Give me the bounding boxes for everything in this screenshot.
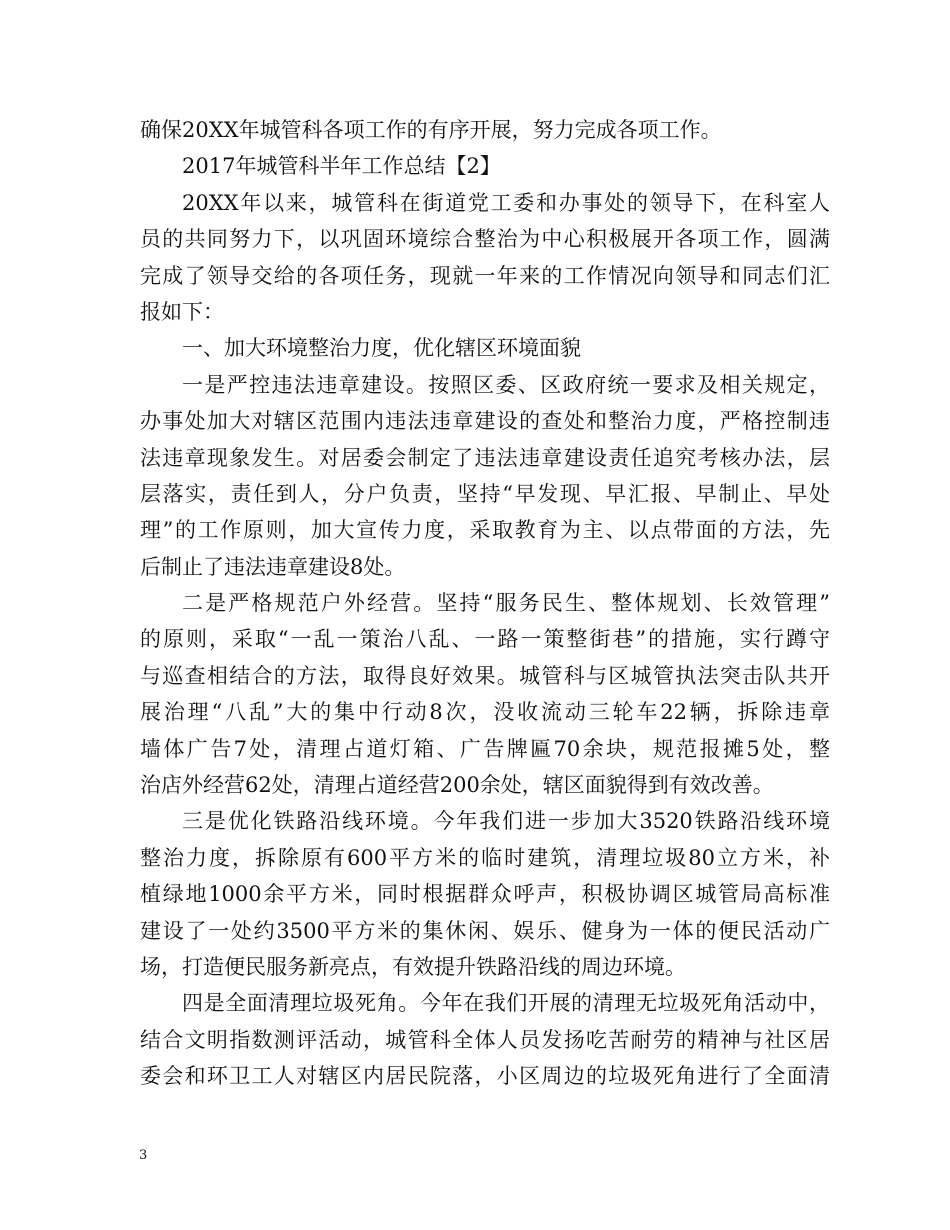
section-heading: 2017年城管科半年工作总结【2】: [182, 154, 501, 179]
text-line: 委会和环卫工人对辖区内居民院落，小区周边的垃圾死角进行了全面清: [140, 1064, 830, 1089]
text-line: 三是优化铁路沿线环境。今年我们进一步加大3520铁路沿线环境: [182, 809, 830, 834]
page-number: 3: [139, 1148, 148, 1163]
text-line: 20XX年以来，城管科在街道党工委和办事处的领导下，在科室人: [182, 190, 830, 215]
text-line: 层落实，责任到人，分户负责，坚持“早发现、早汇报、早制止、早处: [140, 481, 830, 506]
text-line: 与巡查相结合的方法，取得良好效果。城管科与区城管执法突击队共开: [140, 663, 830, 688]
text-line: 植绿地1000余平方米，同时根据群众呼声，积极协调区城管局高标准: [140, 882, 830, 907]
document-body: [140, 112, 830, 1095]
text-line: 一是严控违法违章建设。按照区委、区政府统一要求及相关规定，: [182, 372, 830, 397]
text-line: 法违章现象发生。对居委会制定了违法违章建设责任追究考核办法，层: [140, 445, 830, 470]
text-line: 确保20XX年城管科各项工作的有序开展，努力完成各项工作。: [140, 118, 722, 142]
text-line: 墙体广告7处，清理占道灯箱、广告牌匾70余块，规范报摊5处，整: [140, 736, 830, 761]
text-line: 二是严格规范户外经营。坚持“服务民生、整体规划、长效管理”: [182, 591, 830, 616]
subsection-heading: 一、加大环境整治力度，优化辖区环境面貌: [182, 336, 581, 361]
text-line: 四是全面清理垃圾死角。今年在我们开展的清理无垃圾死角活动中，: [182, 991, 830, 1016]
text-line: 完成了领导交给的各项任务，现就一年来的工作情况向领导和同志们汇: [140, 263, 830, 288]
text-line: 建设了一处约3500平方米的集休闲、娱乐、健身为一体的便民活动广: [140, 918, 830, 943]
text-line: 理”的工作原则，加大宣传力度，采取教育为主、以点带面的方法，先: [140, 518, 830, 543]
text-line: 场，打造便民服务新亮点，有效提升铁路沿线的周边环境。: [140, 954, 686, 979]
text-line: 治店外经营62处，清理占道经营200余处，辖区面貌得到有效改善。: [140, 773, 774, 798]
text-line: 结合文明指数测评活动，城管科全体人员发扬吃苦耐劳的精神与社区居: [140, 1027, 830, 1052]
text-line: 整治力度，拆除原有600平方米的临时建筑，清理垃圾80立方米，补: [140, 845, 830, 870]
text-line: 展治理“八乱”大的集中行动8次，没收流动三轮车22辆，拆除违章: [140, 700, 830, 725]
text-line: 员的共同努力下，以巩固环境综合整治为中心积极展开各项工作，圆满: [140, 227, 830, 252]
text-line: 后制止了违法违章建设8处。: [140, 554, 406, 579]
text-line: 办事处加大对辖区范围内违法违章建设的查处和整治力度，严格控制违: [140, 409, 830, 434]
text-line: 报如下：: [140, 299, 224, 324]
text-line: 的原则，采取“一乱一策治八乱、一路一策整街巷”的措施，实行蹲守: [140, 627, 830, 652]
